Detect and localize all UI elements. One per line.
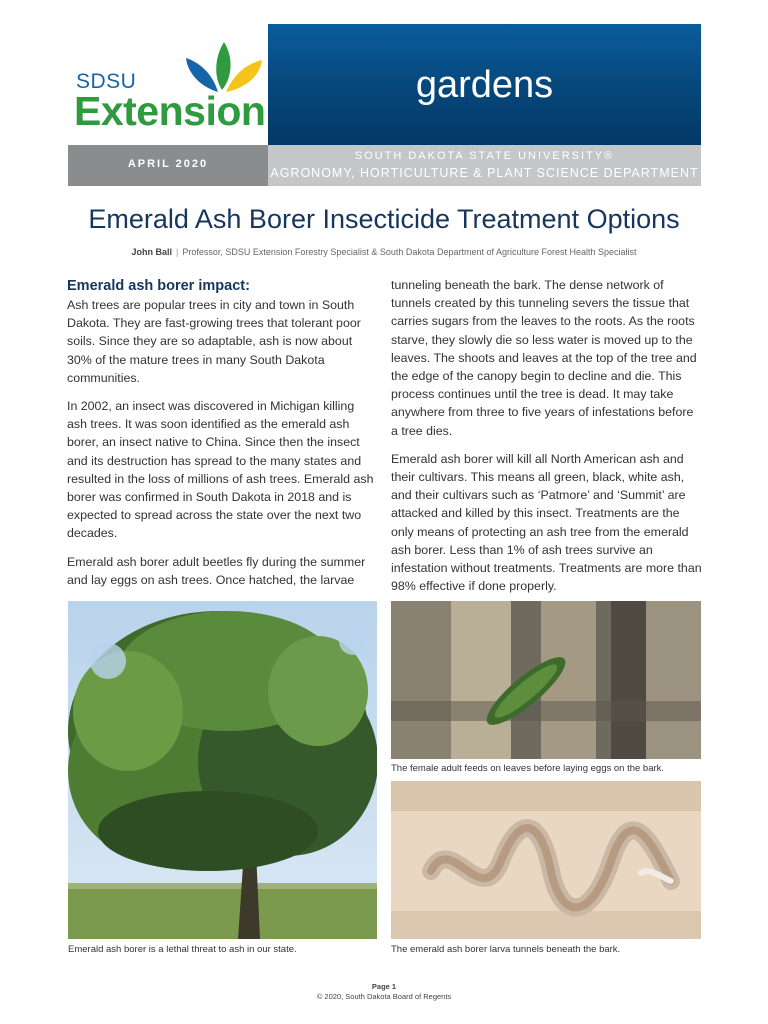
tree-photo-caption: Emerald ash borer is a lethal threat to ash in our state. <box>68 944 297 955</box>
byline <box>0 247 768 257</box>
sdsu-extension-logo <box>74 40 266 134</box>
page-number: Page 1 <box>371 982 397 991</box>
author-name: John Ball <box>131 247 172 257</box>
university-name: SOUTH DAKOTA STATE UNIVERSITY® <box>354 150 615 162</box>
paragraph: tunneling beneath the bark. The dense network of tunnels created by this tunneling severs the tissue that carries sugars from the leaves to the roots. As the roots starve, they slowly die so less water is moved up to the leaves. The shoots and leaves at the top of the tree and the edge of the canopy begin to decline and die. This process continues until the tree is dead. It may take anywhere from three to five years of infestations before a tree dies. <box>391 278 697 438</box>
author-role: Professor, SDSU Extension Forestry Specialist & South Dakota Department of Agriculture Forest Health Specialist <box>182 247 637 257</box>
issue-date-box <box>68 145 268 186</box>
paragraph: Emerald ash borer will kill all North American ash and their cultivars. This means all green, black, white ash, and their cultivars such as ‘Patmore’ and ‘Summit’ are attacked and killed by this insect. Treatments are the only means of protecting an ash tree from the emerald ash borer. Less than 1% of ash trees survive an infestation without treatments. Treatments are more than 98% effective if done properly. <box>391 451 702 594</box>
left-column <box>67 277 375 599</box>
larva-photo-caption: The emerald ash borer larva tunnels beneath the bark. <box>391 944 621 955</box>
copyright: © 2020, South Dakota Board of Regents <box>316 992 452 1001</box>
logo-sdsu-text: SDSU <box>76 70 137 93</box>
section-title: gardens <box>415 64 554 106</box>
ash-tree-photo <box>68 601 377 939</box>
issue-date: APRIL 2020 <box>127 158 209 170</box>
department-box <box>268 145 701 186</box>
logo-extension-text: Extension <box>74 88 266 134</box>
paragraph: Emerald ash borer adult beetles fly during the summer and lay eggs on ash trees. Once hatched, the larvae <box>67 554 366 587</box>
article-title: Emerald Ash Borer Insecticide Treatment Options <box>88 204 680 234</box>
beetle-photo-caption: The female adult feeds on leaves before laying eggs on the bark. <box>391 763 665 774</box>
byline-separator: | <box>175 247 179 257</box>
section-heading: Emerald ash borer impact: <box>67 278 250 294</box>
beetle-photo <box>391 601 701 759</box>
larva-gallery-photo <box>391 781 701 939</box>
header-banner <box>268 24 701 145</box>
right-column <box>391 276 703 605</box>
paragraph: Ash trees are popular trees in city and town in South Dakota. They are fast-growing trees that tolerant poor soils. Since they are so adaptable, ash is now about 30% of the mature trees in many South Dakota communities. <box>67 298 361 385</box>
department-name: AGRONOMY, HORTICULTURE & PLANT SCIENCE DEPARTMENT <box>270 166 699 180</box>
paragraph: In 2002, an insect was discovered in Michigan killing ash trees. It was soon identified as the emerald ash borer, an insect native to China. Since then the insect and its destruction has spread to the many states and resulted in the loss of millions of ash trees. Emerald ash borer was confirmed in South Dakota in 2018 and is expected to spread across the state over the next two decades. <box>67 399 374 541</box>
